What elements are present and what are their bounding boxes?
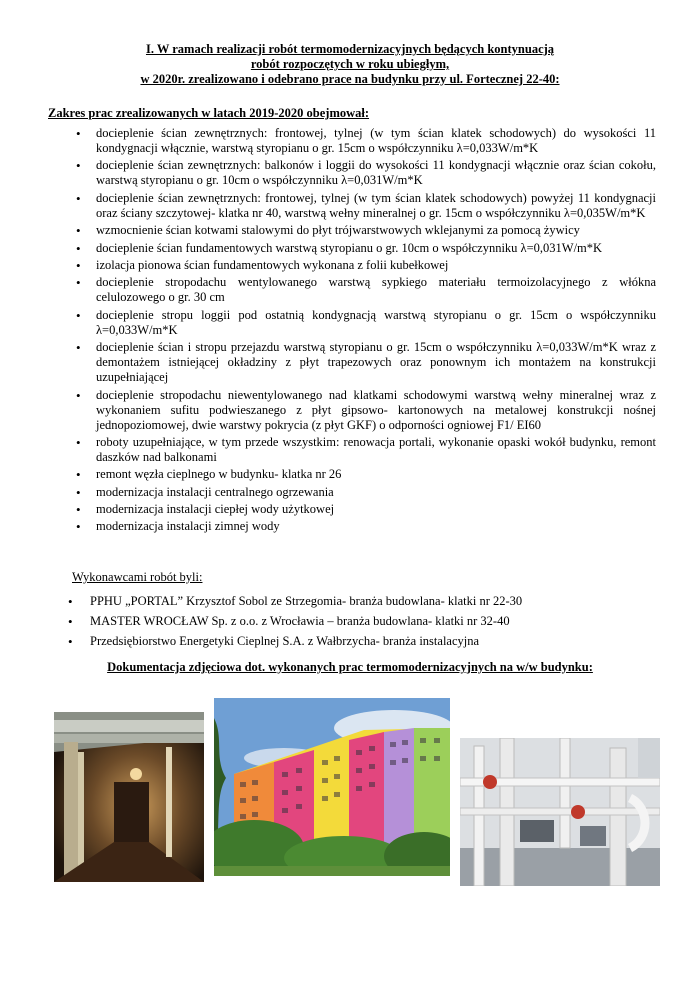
scope-item: • docieplenie ścian i stropu przejazdu warstwą styropianu o gr. 15cm o współczynniku λ=0,033W/m*K wraz z demontażem istniejącej okładziny z płyt trapezowych oraz ponownym ich montażem na konstrukcji uzupełniającej	[96, 340, 656, 385]
scope-item: • docieplenie ścian zewnętrznych: balkonów i loggii do wysokości 11 kondygnacji włącznie oraz ścian cokołu, warstwą styropianu o gr. 10cm o współczynniku λ=0,031W/m*K	[96, 158, 656, 188]
scope-item: • roboty uzupełniające, w tym przede wszystkim: renowacja portali, wykonanie opaski wokół budynku, remont daszków nad balkonami	[96, 435, 656, 465]
scope-item: • remont węzła cieplnego w budynku- klatka nr 26	[96, 467, 656, 482]
contractors-list	[90, 594, 650, 654]
scope-list	[96, 126, 656, 537]
scope-item: • modernizacja instalacji ciepłej wody użytkowej	[96, 502, 656, 517]
contractor-item: • Przedsiębiorstwo Energetyki Cieplnej S.A. z Wałbrzycha- branża instalacyjna	[90, 634, 650, 649]
scope-item: • docieplenie ścian zewnętrznych: frontowej, tylnej (w tym ścian klatek schodowych) powyżej 11 kondygnacji oraz ściany szczytowej- klatka nr 40, warstwą wełny mineralnej o gr. 15cm o współczynniku λ=0,035W/m*K	[96, 191, 656, 221]
heating-node-photo	[460, 738, 660, 886]
scope-item: • docieplenie stropu loggii pod ostatnią kondygnacją warstwą styropianu o gr. 15cm o współczynniku λ=0,033W/m*K	[96, 308, 656, 338]
scope-heading: Zakres prac zrealizowanych w latach 2019-2020 obejmował:	[48, 106, 370, 120]
basement-corridor-photo	[54, 712, 204, 882]
scope-item: • modernizacja instalacji zimnej wody	[96, 519, 656, 534]
building-facade-photo	[214, 698, 450, 876]
scope-item: • docieplenie ścian fundamentowych warstwą styropianu o gr. 10cm o współczynniku λ=0,031W/m*K	[96, 241, 656, 256]
contractors-heading: Wykonawcami robót byli:	[72, 570, 203, 584]
title-line-2: robót rozpoczętych w roku ubiegłym,	[250, 57, 450, 71]
document-title	[20, 42, 680, 87]
scope-item: • docieplenie ścian zewnętrznych: frontowej, tylnej (w tym ścian klatek schodowych) do wysokości 11 kondygnacji włącznie, warstwą styropianu o gr. 15cm o współczynniku λ=0,033W/m*K	[96, 126, 656, 156]
scope-item: • docieplenie stropodachu niewentylowanego nad klatkami schodowymi warstwą wełny mineralnej wraz z wykonaniem sufitu podwieszanego z płyt gipsowo- kartonowych na metalowej konstrukcji nośnej jednopoziomowej, dwie warstwy pokrycia (z płyt GKF) o odporności ogniowej F1/ EI60	[96, 388, 656, 433]
scope-item: • docieplenie stropodachu wentylowanego warstwą sypkiego materiału termoizolacyjnego z włókna celulozowego o gr. 30 cm	[96, 275, 656, 305]
title-line-3: w 2020r. zrealizowano i odebrano prace na budynku przy ul. Fortecznej 22-40:	[140, 72, 560, 86]
scope-item: • wzmocnienie ścian kotwami stalowymi do płyt trójwarstwowych wklejanymi za pomocą żywicy	[96, 223, 656, 238]
scope-item: • izolacja pionowa ścian fundamentowych wykonana z folii kubełkowej	[96, 258, 656, 273]
title-line-1: I. W ramach realizacji robót termomodernizacyjnych będących kontynuacją	[145, 42, 555, 56]
contractor-item: • MASTER WROCŁAW Sp. z o.o. z Wrocławia – branża budowlana- klatki nr 32-40	[90, 614, 650, 629]
contractor-item: • PPHU „PORTAL” Krzysztof Sobol ze Strzegomia- branża budowlana- klatki nr 22-30	[90, 594, 650, 609]
scope-item: • modernizacja instalacji centralnego ogrzewania	[96, 485, 656, 500]
photo-documentation-heading: Dokumentacja zdjęciowa dot. wykonanych prac termomodernizacyjnych na w/w budynku:	[107, 660, 593, 674]
